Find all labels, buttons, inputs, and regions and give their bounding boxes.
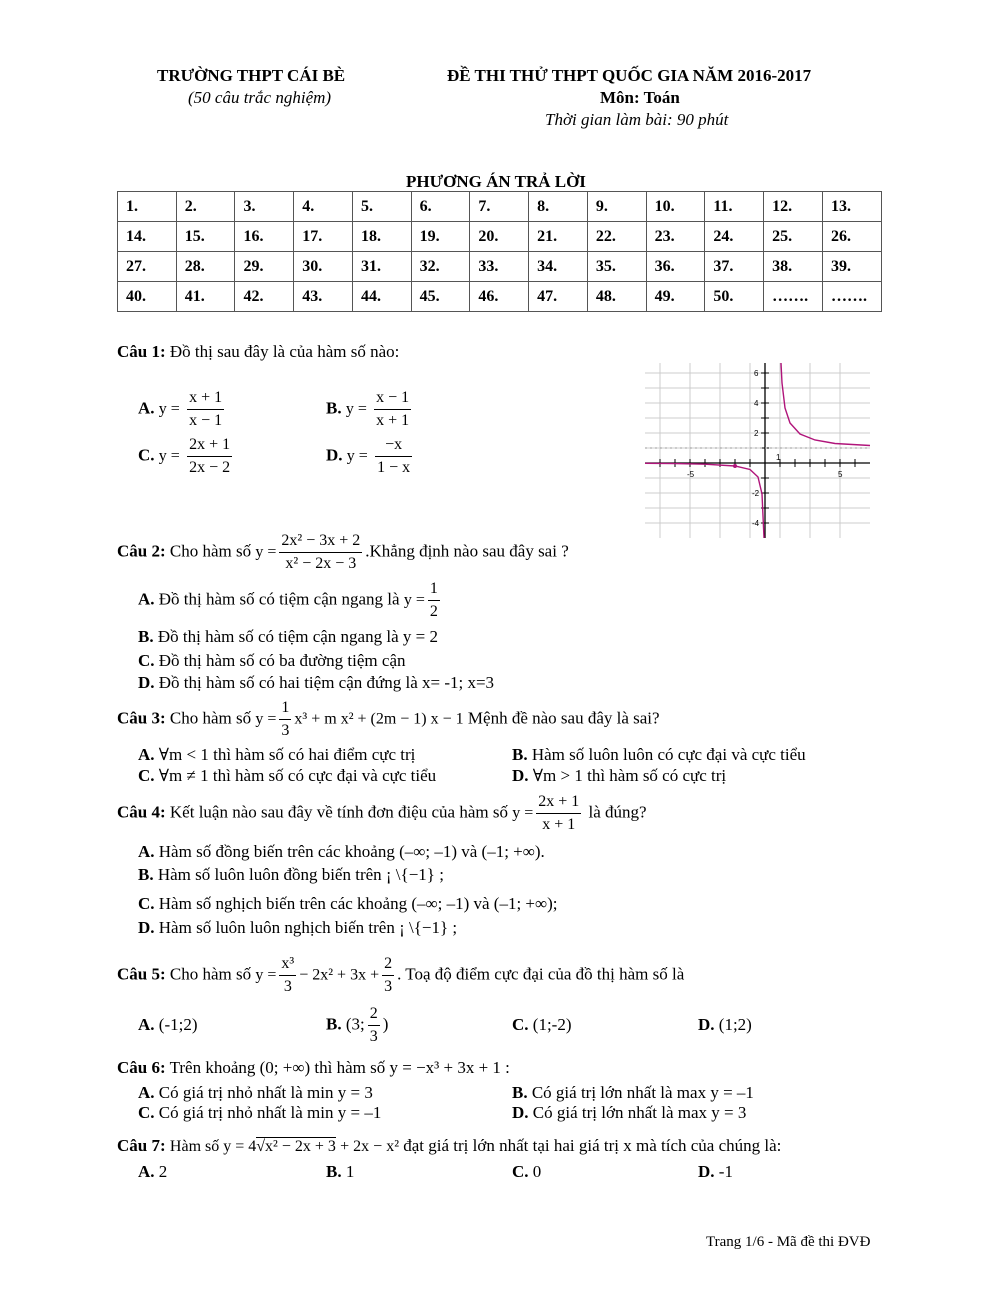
q1-label: Câu 1: (117, 342, 166, 361)
q3-option-b[interactable]: B. Hàm số luôn luôn có cực đại và cực tiểu (512, 745, 806, 764)
q7-option-d[interactable]: D. -1 (698, 1162, 733, 1181)
answer-cell[interactable]: 31. (352, 252, 411, 282)
q3-option-a[interactable]: A. ∀m < 1 thì hàm số có hai điểm cực trị (138, 745, 416, 764)
answer-cell[interactable]: 9. (587, 192, 646, 222)
answer-cell[interactable]: 24. (705, 222, 764, 252)
page-footer: Trang 1/6 - Mã đề thi ĐVĐ (706, 1234, 871, 1250)
answer-cell[interactable]: 39. (822, 252, 881, 282)
q2-option-d[interactable]: D. Đồ thị hàm số có hai tiệm cận đứng là x= -1; x=3 (138, 673, 495, 692)
answer-sheet-title: PHƯƠNG ÁN TRẢ LỜI (406, 172, 586, 191)
q7-option-c[interactable]: C. 0 (512, 1162, 542, 1181)
exam-time: Thời gian làm bài: 90 phút (545, 110, 729, 129)
question-1 (117, 342, 399, 362)
graph-grid (645, 363, 870, 538)
question-count: (50 câu trắc nghiệm) (188, 88, 332, 107)
q1-option-c[interactable]: C. y = $\frac{2x + 1}{2x - 2}$ (138, 436, 231, 476)
q2-option-b[interactable]: B. Đồ thị hàm số có tiệm cận ngang là y = 2 (138, 627, 438, 646)
answer-cell[interactable]: 35. (587, 252, 646, 282)
answer-cell[interactable]: 29. (235, 252, 294, 282)
q5-option-a[interactable]: A. (-1;2) (138, 1015, 198, 1034)
question-3: Câu 3: Cho hàm số y = $\frac{1}{3}$ x³ + m x² + (2m − 1) x − 1 Mệnh đề nào sau đây là sai? (117, 699, 660, 739)
answer-cell[interactable]: 44. (352, 282, 411, 312)
answer-cell[interactable]: 19. (411, 222, 470, 252)
answer-cell[interactable]: 26. (822, 222, 881, 252)
answer-cell[interactable]: 13. (822, 192, 881, 222)
y-tick-2: 2 (754, 429, 759, 438)
answer-cell[interactable]: 36. (646, 252, 705, 282)
question-5: Câu 5: Cho hàm số y = $\frac{\text{x³}}{3}$ − 2x² + 3x + $\frac{2}{3}$ . Toạ độ điểm cực đại của đồ thị hàm số là (117, 955, 685, 995)
answer-cell[interactable]: ……. (822, 282, 881, 312)
q5-option-b[interactable]: B. (3; $\frac{2}{3}$ ) (326, 1005, 389, 1045)
answer-row (118, 252, 882, 282)
answer-cell[interactable]: 25. (764, 222, 823, 252)
answer-cell[interactable]: 1. (118, 192, 177, 222)
answer-cell[interactable]: 14. (118, 222, 177, 252)
q5-option-c[interactable]: C. (1;-2) (512, 1015, 572, 1034)
y-tick-neg2: -2 (752, 489, 760, 498)
answer-cell[interactable]: 43. (294, 282, 353, 312)
y-tick-1: 1 (776, 453, 781, 462)
answer-cell[interactable]: 11. (705, 192, 764, 222)
q4-option-b[interactable]: B. Hàm số luôn luôn đồng biến trên ¡ \{−1} ; (138, 865, 444, 884)
graph-axes (645, 363, 870, 538)
y-tick-4: 4 (754, 399, 759, 408)
q4-option-c[interactable]: C. Hàm số nghịch biến trên các khoảng (–∞; –1) và (–1; +∞); (138, 894, 558, 913)
answer-cell[interactable]: 21. (529, 222, 588, 252)
question-6: Câu 6: Trên khoảng (0; +∞) thì hàm số y = −x³ + 3x + 1 : (117, 1058, 510, 1077)
answer-cell[interactable]: 40. (118, 282, 177, 312)
q1-option-d[interactable]: D. y = $\frac{-x}{1 - x}$ (326, 436, 411, 476)
answer-cell[interactable]: 10. (646, 192, 705, 222)
answer-cell[interactable]: 27. (118, 252, 177, 282)
answer-cell[interactable]: 33. (470, 252, 529, 282)
answer-cell[interactable]: 3. (235, 192, 294, 222)
answer-cell[interactable]: 42. (235, 282, 294, 312)
answer-cell[interactable]: 32. (411, 252, 470, 282)
q6-option-b[interactable]: B. Có giá trị lớn nhất là max y = –1 (512, 1083, 754, 1102)
graph-point (733, 464, 737, 468)
school-name: TRƯỜNG THPT CÁI BÈ (157, 66, 346, 85)
answer-cell[interactable]: 34. (529, 252, 588, 282)
q6-option-c[interactable]: C. Có giá trị nhỏ nhất là min y = –1 (138, 1103, 382, 1122)
q4-option-d[interactable]: D. Hàm số luôn luôn nghịch biến trên ¡ \{−1} ; (138, 918, 458, 937)
q3-option-c[interactable]: C. ∀m ≠ 1 thì hàm số có cực đại và cực tiểu (138, 766, 437, 785)
answer-cell[interactable]: 15. (176, 222, 235, 252)
subject: Môn: Toán (600, 88, 680, 107)
answer-cell[interactable]: 48. (587, 282, 646, 312)
answer-cell[interactable]: 50. (705, 282, 764, 312)
q7-option-b[interactable]: B. 1 (326, 1162, 355, 1181)
q6-option-d[interactable]: D. Có giá trị lớn nhất là max y = 3 (512, 1103, 747, 1122)
answer-cell[interactable]: 16. (235, 222, 294, 252)
answer-cell[interactable]: 5. (352, 192, 411, 222)
answer-cell[interactable]: 4. (294, 192, 353, 222)
answer-cell[interactable]: 37. (705, 252, 764, 282)
y-tick-neg4: -4 (752, 519, 760, 528)
answer-cell[interactable]: 46. (470, 282, 529, 312)
question-2: Câu 2: Cho hàm số y = $\frac{\text{2x² − 3x + 2}}{\text{x² − 2x − 3}}$ .Khẳng định nào sau đây sai ? (117, 532, 569, 572)
answer-row (118, 192, 882, 222)
answer-cell[interactable]: 18. (352, 222, 411, 252)
q5-option-d[interactable]: D. (1;2) (698, 1015, 752, 1034)
answer-cell[interactable]: 8. (529, 192, 588, 222)
y-tick-6: 6 (754, 369, 759, 378)
x-tick-neg5: -5 (687, 470, 695, 479)
answer-cell[interactable]: 30. (294, 252, 353, 282)
answer-cell[interactable]: 22. (587, 222, 646, 252)
q1-text: Đồ thị sau đây là của hàm số nào: (169, 342, 400, 361)
answer-row (118, 282, 882, 312)
x-tick-5: 5 (838, 470, 843, 479)
answer-cell[interactable]: 47. (529, 282, 588, 312)
graph-curve (645, 363, 870, 538)
answer-cell[interactable]: 12. (764, 192, 823, 222)
answer-cell[interactable]: 38. (764, 252, 823, 282)
answer-cell[interactable]: 6. (411, 192, 470, 222)
question-4: Câu 4: Kết luận nào sau đây về tính đơn điệu của hàm số y = $\frac{2x + 1}{x + 1}$ là đúng? (117, 793, 647, 833)
answer-table (117, 191, 882, 312)
q6-option-a[interactable]: A. Có giá trị nhỏ nhất là min y = 3 (138, 1083, 373, 1102)
answer-cell[interactable]: ……. (764, 282, 823, 312)
answer-cell[interactable]: 23. (646, 222, 705, 252)
answer-cell[interactable]: 28. (176, 252, 235, 282)
q7-option-a[interactable]: A. 2 (138, 1162, 168, 1181)
q1-option-b[interactable]: B. y = $\frac{x - 1}{x + 1}$ (326, 389, 410, 429)
answer-cell[interactable]: 49. (646, 282, 705, 312)
answer-cell[interactable]: 17. (294, 222, 353, 252)
answer-cell[interactable]: 41. (176, 282, 235, 312)
answer-cell[interactable]: 2. (176, 192, 235, 222)
q1-graph (645, 363, 870, 538)
q1-option-a[interactable]: A. y = $\frac{x + 1}{x - 1}$ (138, 389, 223, 429)
answer-cell[interactable]: 7. (470, 192, 529, 222)
question-7: Câu 7: Hàm số y = 4√x² − 2x + 3 + 2x − x² đạt giá trị lớn nhất tại hai giá trị x mà tích của chúng là: (117, 1136, 782, 1155)
q4-option-a[interactable]: A. Hàm số đồng biến trên các khoảng (–∞; –1) và (–1; +∞). (138, 842, 545, 861)
exam-title: ĐỀ THI THỬ THPT QUỐC GIA NĂM 2016-2017 (447, 66, 812, 85)
q3-option-d[interactable]: D. ∀m > 1 thì hàm số có cực trị (512, 766, 727, 785)
answer-cell[interactable]: 45. (411, 282, 470, 312)
q2-option-a[interactable]: A. Đồ thị hàm số có tiệm cận ngang là y = $\frac{1}{2}$ (138, 580, 438, 620)
answer-cell[interactable]: 20. (470, 222, 529, 252)
answer-row (118, 222, 882, 252)
q2-option-c[interactable]: C. Đồ thị hàm số có ba đường tiệm cận (138, 651, 406, 670)
